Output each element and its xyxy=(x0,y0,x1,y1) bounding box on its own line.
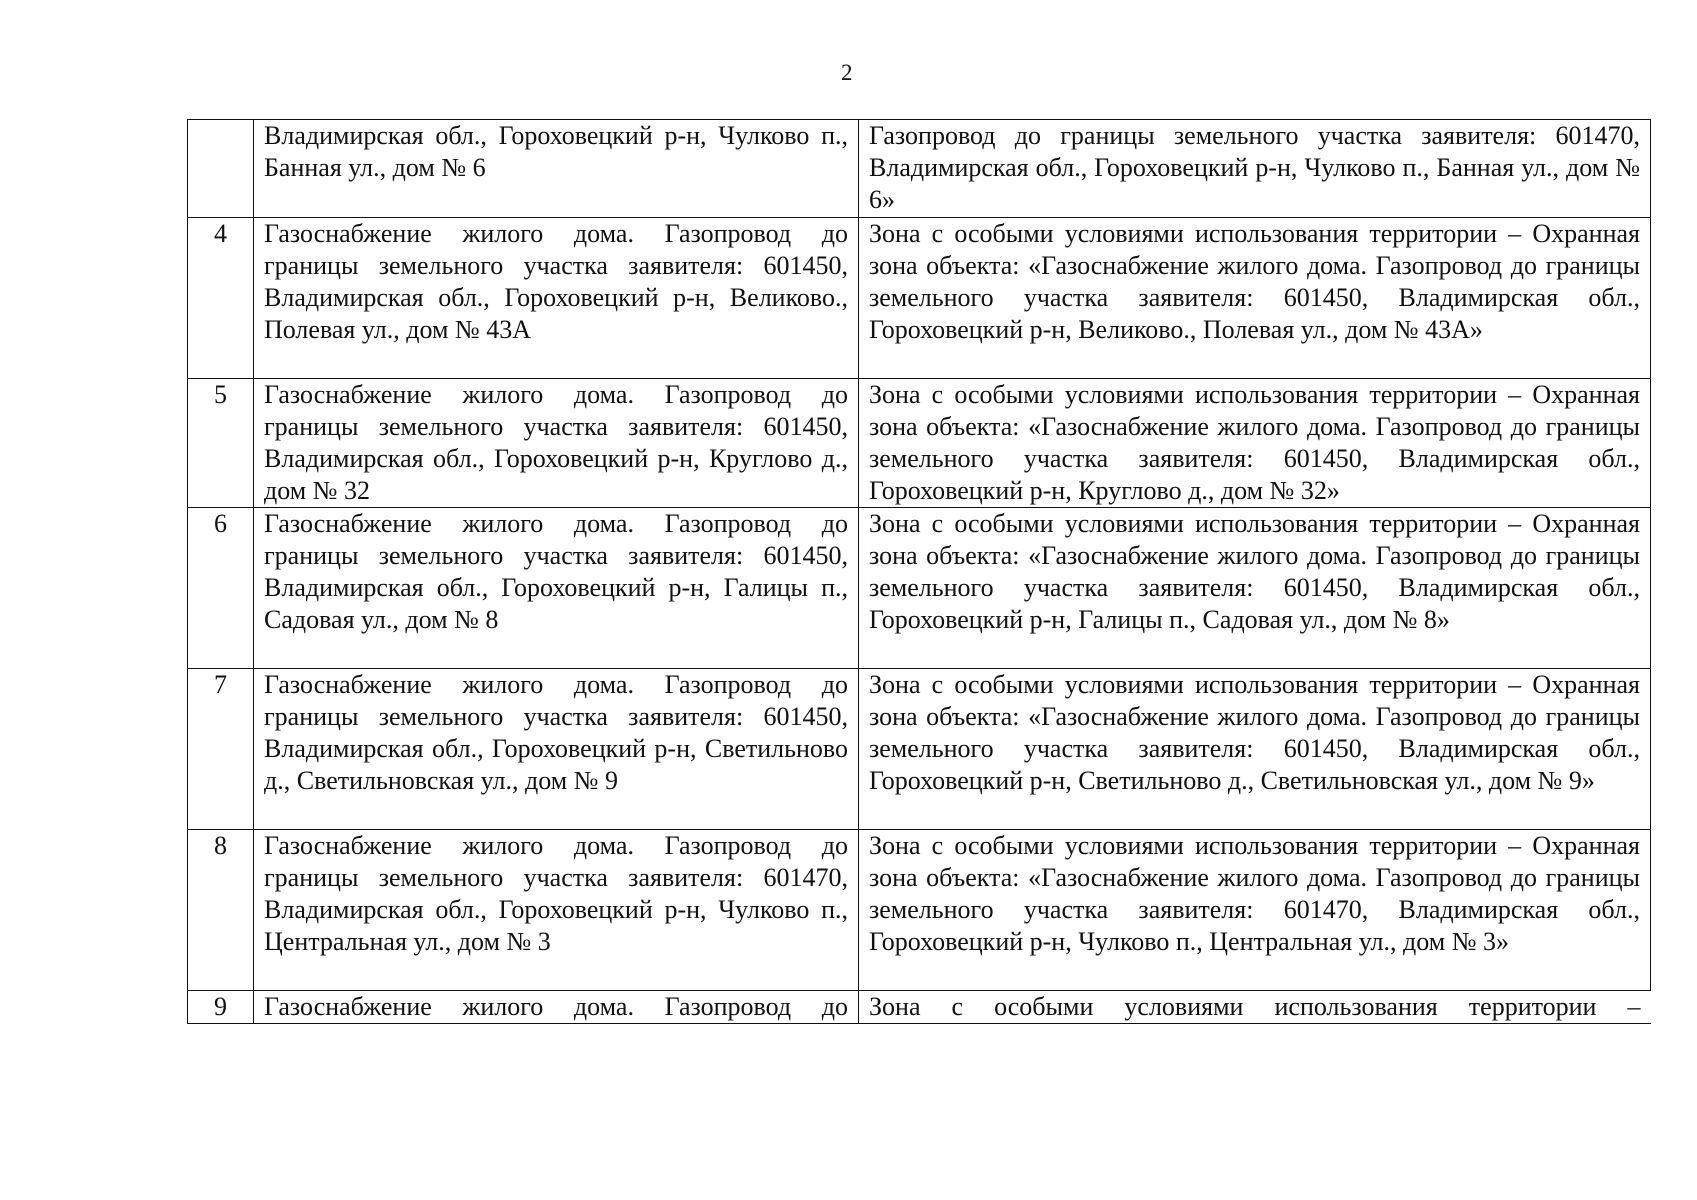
row-number: 7 xyxy=(188,669,254,830)
table-row xyxy=(188,669,1651,830)
object-name: Газоснабжение жилого дома. Газопровод до xyxy=(254,991,859,1024)
row-number: 4 xyxy=(188,218,254,379)
zone-description: Зона с особыми условиями использования территории – Охранная зона объекта: «Газоснабжение жилого дома. Газопровод до границы земельного участка заявителя: 601450, Владимирская обл., Гороховецкий р-н, Великово., Полевая ул., дом № 43А» xyxy=(859,218,1651,379)
page-number: 2 xyxy=(841,60,853,85)
zone-description: Зона с особыми условиями использования территории – Охранная зона объекта: «Газоснабжение жилого дома. Газопровод до границы земельного участка заявителя: 601470, Владимирская обл., Гороховецкий р-н, Чулково п., Центральная ул., дом № 3» xyxy=(859,830,1651,991)
object-name: Газоснабжение жилого дома. Газопровод до границы земельного участка заявителя: 601470, Владимирская обл., Гороховецкий р-н, Чулково п., Центральная ул., дом № 3 xyxy=(254,830,859,991)
object-name: Газоснабжение жилого дома. Газопровод до границы земельного участка заявителя: 601450, Владимирская обл., Гороховецкий р-н, Круглово д., дом № 32 xyxy=(254,379,859,508)
zone-description: Газопровод до границы земельного участка заявителя: 601470, Владимирская обл., Гороховецкий р-н, Чулково п., Банная ул., дом № 6» xyxy=(859,120,1651,218)
row-number: 9 xyxy=(188,991,254,1024)
object-name: Газоснабжение жилого дома. Газопровод до границы земельного участка заявителя: 601450, Владимирская обл., Гороховецкий р-н, Галицы п., Садовая ул., дом № 8 xyxy=(254,508,859,669)
zone-description: Зона с особыми условиями использования территории – xyxy=(859,991,1651,1024)
table-row xyxy=(188,508,1651,669)
row-number: 8 xyxy=(188,830,254,991)
zone-description: Зона с особыми условиями использования территории – Охранная зона объекта: «Газоснабжение жилого дома. Газопровод до границы земельного участка заявителя: 601450, Владимирская обл., Гороховецкий р-н, Круглово д., дом № 32» xyxy=(859,379,1651,508)
zone-description: Зона с особыми условиями использования территории – Охранная зона объекта: «Газоснабжение жилого дома. Газопровод до границы земельного участка заявителя: 601450, Владимирская обл., Гороховецкий р-н, Светильново д., Светильновская ул., дом № 9» xyxy=(859,669,1651,830)
table-row xyxy=(188,120,1651,218)
zones-table xyxy=(187,119,1651,1024)
object-name: Газоснабжение жилого дома. Газопровод до границы земельного участка заявителя: 601450, Владимирская обл., Гороховецкий р-н, Великово., Полевая ул., дом № 43А xyxy=(254,218,859,379)
object-name: Газоснабжение жилого дома. Газопровод до границы земельного участка заявителя: 601450, Владимирская обл., Гороховецкий р-н, Светильново д., Светильновская ул., дом № 9 xyxy=(254,669,859,830)
row-number: 6 xyxy=(188,508,254,669)
table-row xyxy=(188,379,1651,508)
row-number xyxy=(188,120,254,218)
table-row xyxy=(188,218,1651,379)
object-name: Владимирская обл., Гороховецкий р-н, Чулково п., Банная ул., дом № 6 xyxy=(254,120,859,218)
table-row xyxy=(188,830,1651,991)
row-number: 5 xyxy=(188,379,254,508)
table-row xyxy=(188,991,1651,1024)
zone-description: Зона с особыми условиями использования территории – Охранная зона объекта: «Газоснабжение жилого дома. Газопровод до границы земельного участка заявителя: 601450, Владимирская обл., Гороховецкий р-н, Галицы п., Садовая ул., дом № 8» xyxy=(859,508,1651,669)
